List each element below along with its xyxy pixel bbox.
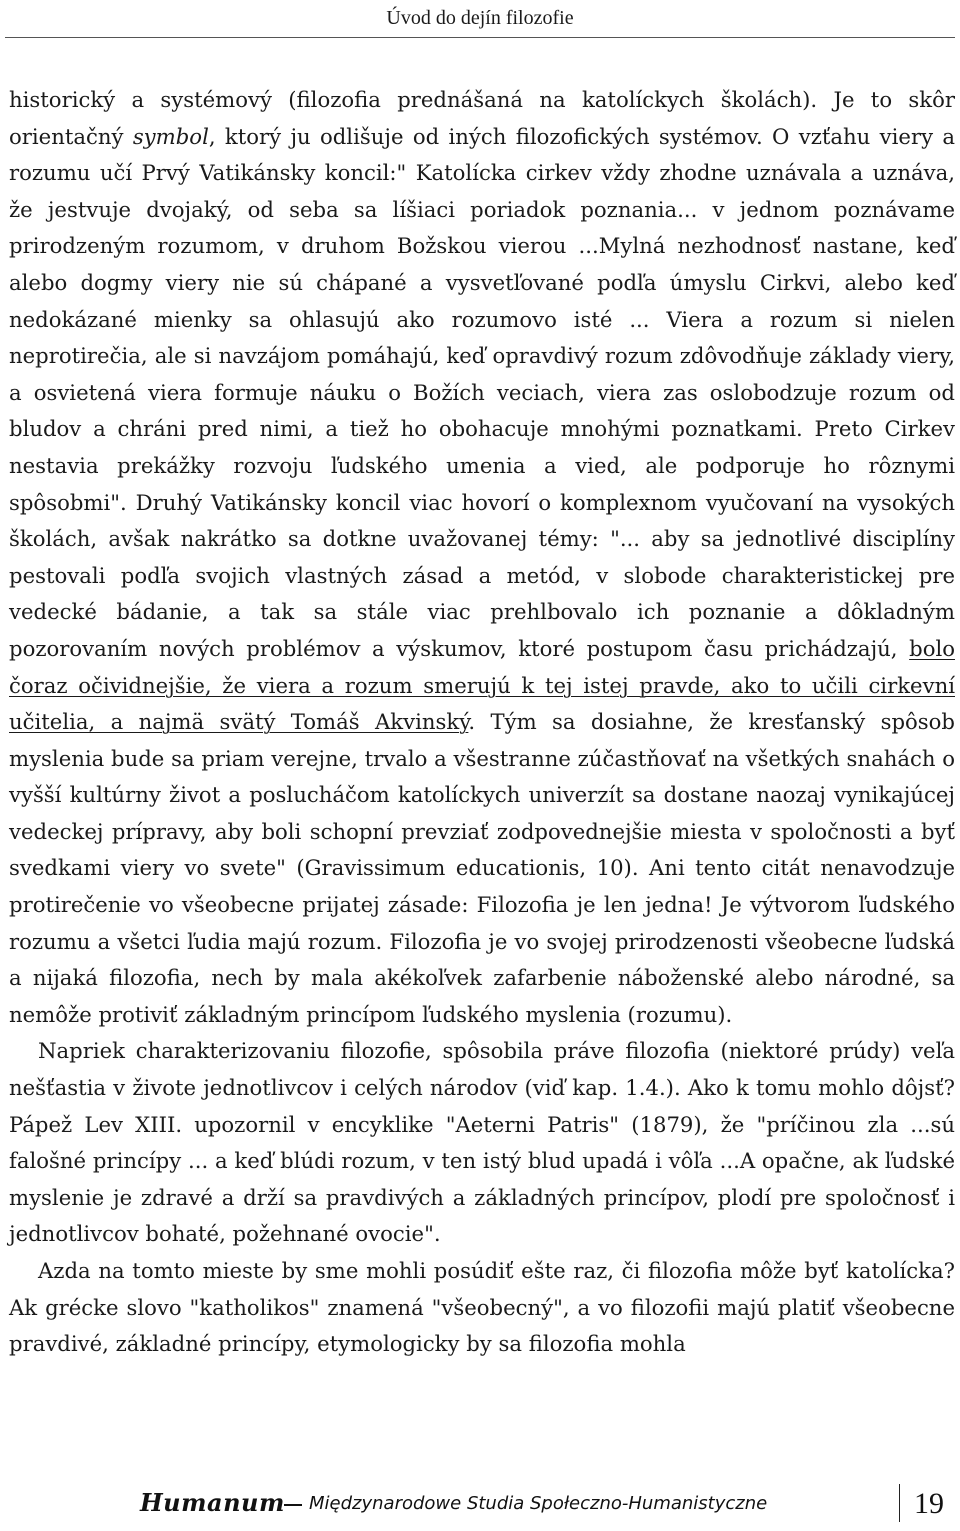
body-text [9, 82, 955, 1363]
paragraph-1 [9, 82, 955, 1033]
paragraph-1-text-b: , ktorý ju odlišuje od iných filozofických systémov. O vzťahu viery a rozumu učí Prvý Vatikánsky koncil:" Katolícka cirkev vždy zhodne uznávala a uznáva, že jestvuje dvojaký, od seba sa líšiaci poriadok poznania... v jednom poznávame prirodzeným rozumom, v druhom Božskou vierou ...Mylná nezhodnosť nastane, keď alebo dogmy viery nie sú chápané a vysvetľované podľa úmyslu Cirkvi, alebo keď nedokázané mienky sa ohlasujú ako rozumovo isté ... Viera a rozum si nielen neprotirečia, ale si navzájom pomáhajú, keď opravdivý rozum zdôvodňuje základy viery, a osvietená viera formuje náuku o Božích veciach, viera zas oslobodzuje rozum od bludov a chráni pred nimi, a tiež ho obohacuje mnohými poznatkami. Preto Cirkev nestavia prekážky rozvoju ľudského umenia a vied, ale podporuje ho rôznymi spôsobmi". Druhý Vatikánsky koncil viac hovorí o komplexnom vyučovaní na vysokých školách, avšak nakrátko sa dotkne uvažovanej témy: "... aby sa jednotlivé disciplíny pestovali podľa svojich vlastných zásad a metód, v slobode charakteristickej pre vedecké bádanie, a tak sa stále viac prehlbovalo ich poznanie a dôkladným pozorovaním nových problémov a výskumov, ktoré postupom času prichádzajú, [9, 123, 955, 661]
paragraph-3: Azda na tomto mieste by sme mohli posúdiť ešte raz, či filozofia môže byť katolícka? Ak grécke slovo "katholikos" znamená "všeobecný", a vo filozofii majú platiť všeobecne pravdivé, základné princípy, etymologicky by sa filozofia mohla [9, 1258, 955, 1357]
paragraph-1-text-a: historický a systémový (filozofia prednášaná na katolíckych školách). Je to skôr orientačný [9, 87, 955, 149]
paragraph-2: Napriek charakterizovaniu filozofie, spôsobila práve filozofia (niektoré prúdy) veľa nešťastia v živote jednotlivcov i celých národov (viď kap. 1.4.). Ako k tomu mohlo dôjsť? Pápež Lev XIII. upozornil v encyklike "Aeterni Patris" (1879), že "príčinou zla ...sú falošné princípy ... a keď blúdi rozum, v ten istý blud upadá i vôľa ...A opačne, ak ľudské myslenie je zdravé a drží sa pravdivých a základných princípov, plodí pre spoločnosť i jednotlivcov bohaté, požehnané ovocie". [9, 1038, 955, 1247]
journal-name: Międzynarodowe Studia Społeczno-Humanistyczne [309, 1493, 768, 1514]
page-footer [0, 1482, 960, 1522]
footer-dash [284, 1504, 302, 1506]
footer-vertical-rule [899, 1484, 900, 1522]
humanum-logo: Humanum [140, 1488, 285, 1517]
paragraph-1-underlined-passage: bolo čoraz očividnejšie, že viera a rozum smerujú k tej istej pravde, ako to učili cirkevní učitelia, a najmä svätý Tomáš Akvinský [9, 635, 955, 735]
header-divider [5, 37, 955, 38]
running-header-title: Úvod do dejín filozofie [386, 7, 574, 29]
paragraph-1-italic-symbol: symbol [132, 123, 209, 149]
page-number: 19 [914, 1487, 944, 1520]
paragraph-1-text-c: . Tým sa dosiahne, že kresťanský spôsob myslenia bude sa priam verejne, trvalo a všestranne zúčastňovať na všetkých snahách o vyšší kultúrny život a poslucháčom katolíckych univerzít sa dostane naozaj vynikajúcej vedeckej prípravy, aby boli schopní prevziať zodpovednejšie miesta v spoločnosti a byť svedkami viery vo svete" (Gravissimum educationis, 10). Ani tento citát nenavodzuje protirečenie vo všeobecne prijatej zásade: Filozofia je len jedna! Je výtvorom ľudského rozumu a všetci ľudia majú rozum. Filozofia je vo svojej prirodzenosti všeobecne ľudská a nijaká filozofia, nech by mala akékoľvek zafarbenie náboženské alebo národné, sa nemôže protiviť základným princípom ľudského myslenia (rozumu). [9, 709, 955, 1027]
